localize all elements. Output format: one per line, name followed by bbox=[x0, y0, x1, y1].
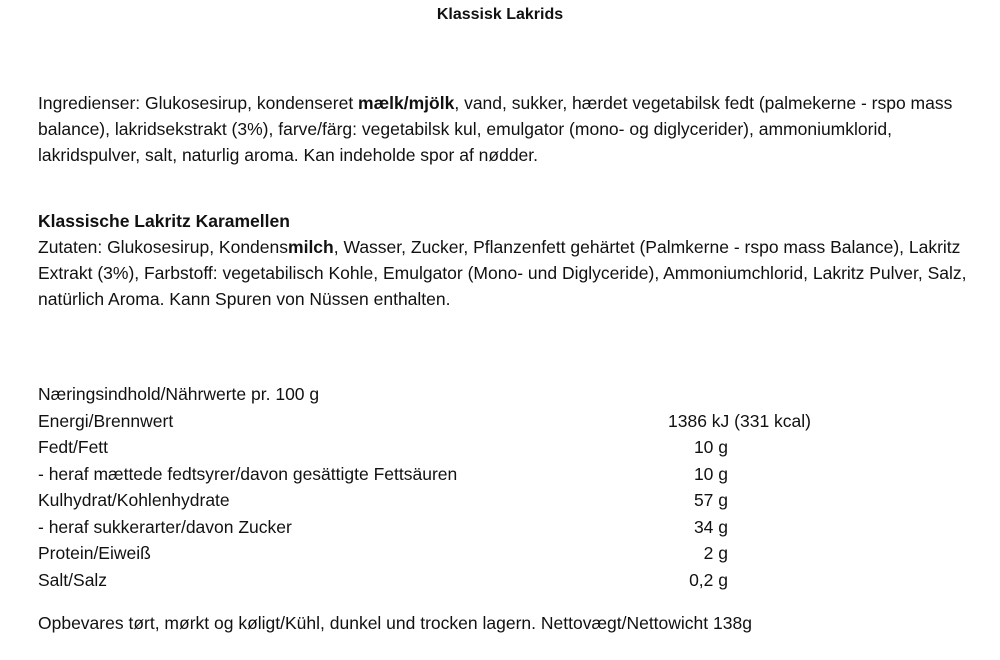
nutrition-label: Protein/Eiweiß bbox=[38, 543, 151, 563]
nutrition-value: 10 g bbox=[693, 437, 728, 457]
nutrition-header: Næringsindhold/Nährwerte pr. 100 g bbox=[38, 384, 320, 404]
nutrition-label: - heraf mættede fedtsyrer/davon gesättigte Fettsäuren bbox=[38, 463, 458, 484]
nutrition-value: 34 g bbox=[693, 516, 728, 537]
german-ingredients bbox=[38, 208, 978, 312]
danish-ingredients-text-1: Ingredienser: Glukosesirup, kondenseret bbox=[38, 93, 359, 113]
nutrition-label: Salt/Salz bbox=[38, 569, 108, 590]
nutrition-value: 57 g bbox=[693, 490, 728, 510]
nutrition-row bbox=[38, 540, 978, 567]
german-product-heading: Klassische Lakritz Karamellen bbox=[38, 211, 290, 231]
nutrition-table bbox=[38, 381, 978, 593]
nutrition-header-row bbox=[38, 381, 978, 408]
german-ingredients-text-1: Zutaten: Glukosesirup, Kondens bbox=[38, 237, 289, 257]
danish-allergen-milk: mælk/mjölk bbox=[358, 93, 455, 113]
nutrition-value: 1386 kJ (331 kcal) bbox=[668, 410, 811, 431]
german-allergen-milk: milch bbox=[288, 237, 334, 257]
nutrition-row bbox=[38, 514, 978, 541]
nutrition-value: 2 g bbox=[703, 543, 728, 563]
storage-and-net-weight: Opbevares tørt, mørkt og køligt/Kühl, dunkel und trocken lagern. Nettovægt/Nettowicht 138g bbox=[38, 613, 752, 633]
danish-ingredients bbox=[38, 90, 978, 168]
danish-ingredients-text-2: , vand, sukker, hærdet vegetabilsk fedt (palmekerne - rspo mass balance), lakridsekstrakt (3%), farve/färg: vegetabilsk kul, emulgator (mono- og diglycerider), ammoniumklorid, lakridspulver, salt, naturlig aroma. Kan indeholde spor af nødder. bbox=[38, 93, 953, 165]
nutrition-label: Kulhydrat/Kohlenhydrate bbox=[38, 490, 230, 510]
german-ingredients-text-2: , Wasser, Zucker, Pflanzenfett gehärtet (Palmkerne - rspo mass Balance), Lakritz Extrakt (3%), Farbstoff: vegetabilisch Kohle, Emulgator (Mono- und Diglyceride), Ammoniumchlorid, Lakritz Pulver, Salz, natürlich Aroma. Kann Spuren von Nüssen enthalten. bbox=[38, 237, 967, 309]
nutrition-row bbox=[38, 408, 978, 435]
nutrition-row bbox=[38, 487, 978, 514]
nutrition-label: Fedt/Fett bbox=[38, 437, 109, 457]
document-title: Klassisk Lakrids bbox=[436, 6, 564, 23]
nutrition-value: 10 g bbox=[693, 463, 728, 484]
nutrition-row bbox=[38, 461, 978, 488]
nutrition-value: 0,2 g bbox=[689, 569, 728, 590]
nutrition-row bbox=[38, 567, 978, 594]
nutrition-row bbox=[38, 434, 978, 461]
nutrition-label: - heraf sukkerarter/davon Zucker bbox=[38, 516, 292, 537]
nutrition-label: Energi/Brennwert bbox=[38, 410, 174, 431]
